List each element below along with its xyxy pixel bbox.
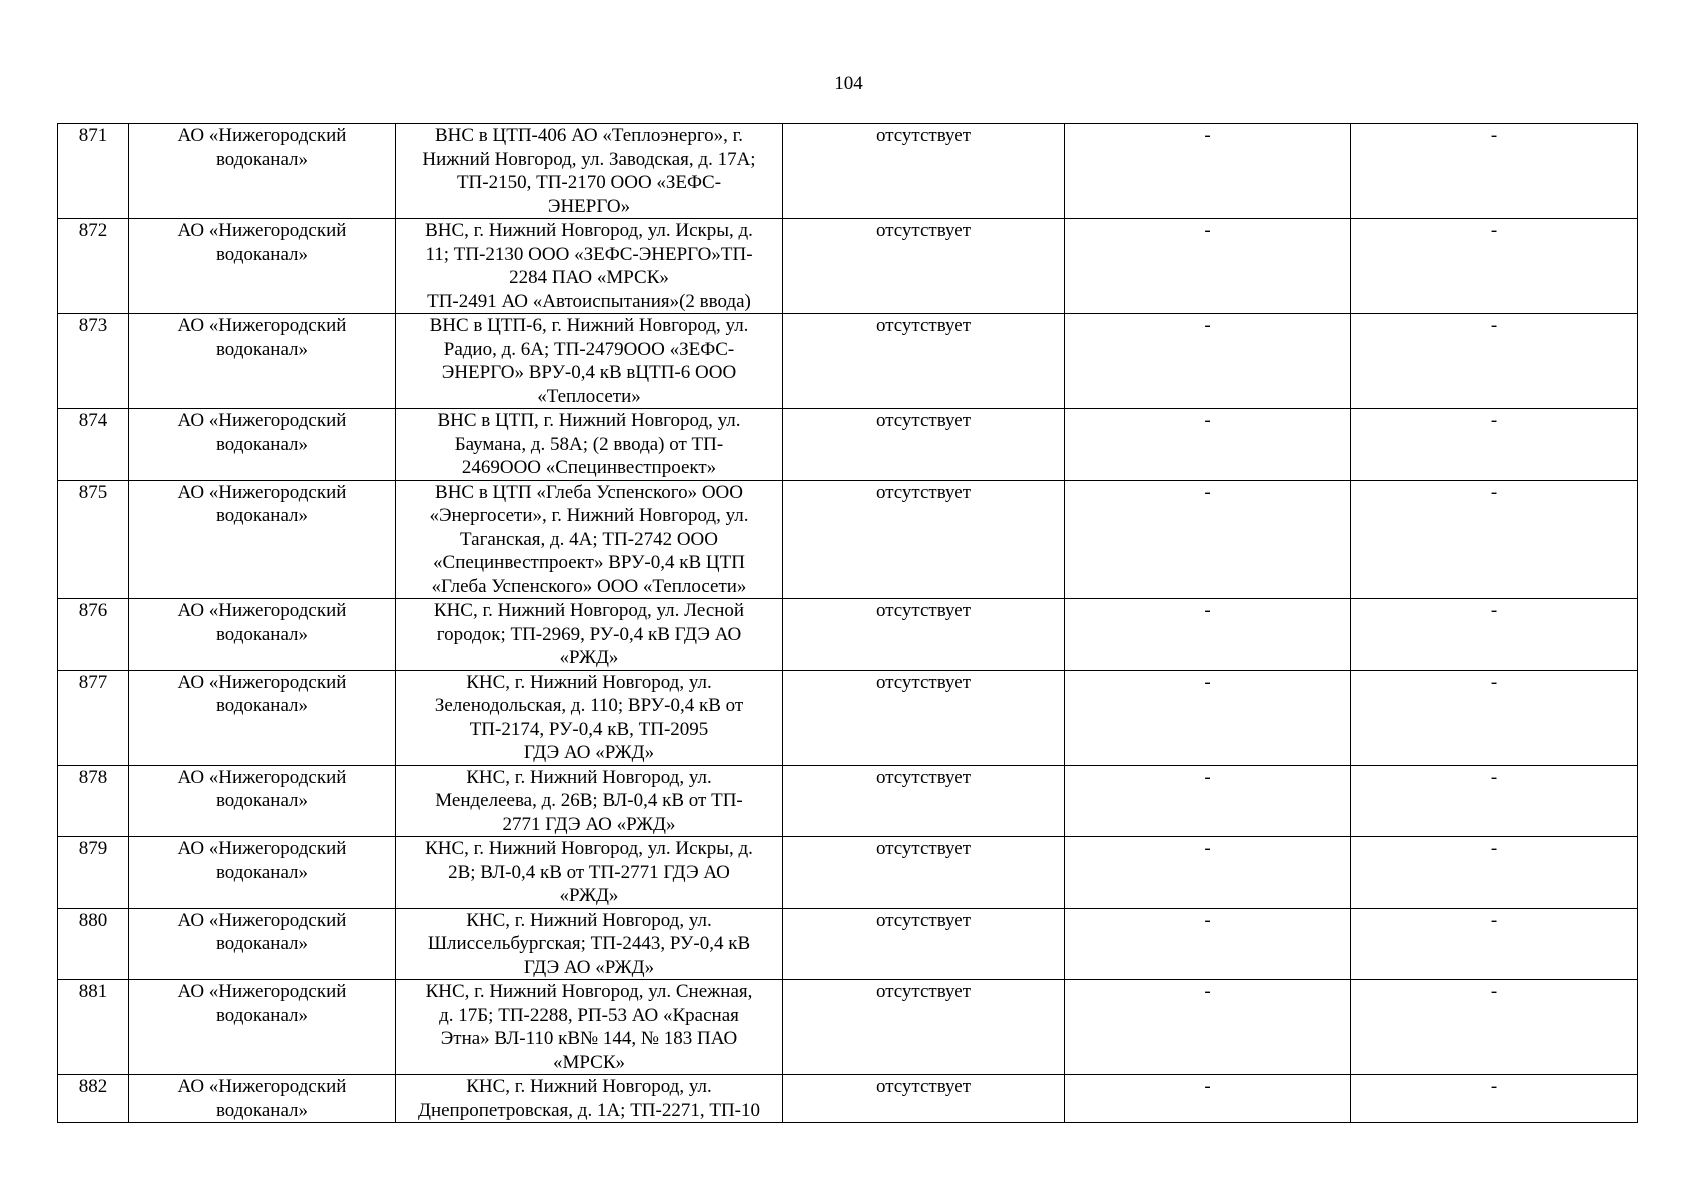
table-body — [58, 124, 1638, 1123]
page-number: 104 — [834, 73, 863, 94]
organization-line: водоканал» — [215, 338, 309, 360]
column-5-cell: - — [1065, 480, 1351, 599]
object-line: КНС, г. Нижний Новгород, ул. — [466, 766, 712, 788]
row-number-cell: 871 — [58, 124, 129, 219]
organization-line: АО «Нижегородский — [177, 481, 347, 503]
table-row — [58, 599, 1638, 671]
object-line: ВНС, г. Нижний Новгород, ул. Искры, д. — [425, 220, 753, 241]
object-cell — [396, 765, 783, 837]
column-6-cell: - — [1351, 124, 1638, 219]
object-cell — [396, 219, 783, 314]
table-row — [58, 124, 1638, 219]
object-cell — [396, 1075, 783, 1123]
object-cell — [396, 409, 783, 481]
status-cell: отсутствует — [783, 765, 1065, 837]
object-line: Зеленодольская, д. 110; ВРУ-0,4 кВ от — [434, 695, 744, 716]
table-row — [58, 837, 1638, 909]
organization-line: АО «Нижегородский — [177, 410, 347, 431]
object-cell — [396, 480, 783, 599]
object-line: КНС, г. Нижний Новгород, ул. — [466, 909, 712, 931]
row-number-cell: 876 — [58, 599, 129, 671]
organization-line: водоканал» — [215, 695, 309, 716]
table-row — [58, 765, 1638, 837]
organization-line: АО «Нижегородский — [177, 838, 347, 859]
row-number-cell: 872 — [58, 219, 129, 314]
object-line: ТП-2174, РУ-0,4 кВ, ТП-2095 — [469, 718, 709, 740]
registry-table — [57, 123, 1638, 1123]
object-line: ГДЭ АО «РЖД» — [523, 742, 655, 763]
object-line: 2771 ГДЭ АО «РЖД» — [502, 813, 676, 835]
object-line: 2284 ПАО «МРСК» — [509, 267, 669, 288]
table-row — [58, 980, 1638, 1075]
table-row — [58, 314, 1638, 409]
status-cell: отсутствует — [783, 314, 1065, 409]
column-5-cell: - — [1065, 219, 1351, 314]
column-5-cell: - — [1065, 837, 1351, 909]
organization-cell — [129, 409, 396, 481]
object-cell — [396, 599, 783, 671]
column-5-cell: - — [1065, 599, 1351, 671]
organization-cell — [129, 599, 396, 671]
row-number-cell: 881 — [58, 980, 129, 1075]
row-number-cell: 878 — [58, 765, 129, 837]
status-cell: отсутствует — [783, 219, 1065, 314]
column-6-cell: - — [1351, 670, 1638, 765]
object-line: КНС, г. Нижний Новгород, ул. Искры, д. — [425, 838, 753, 859]
organization-line: АО «Нижегородский — [177, 981, 347, 1002]
object-line: ГДЭ АО «РЖД» — [523, 956, 655, 978]
object-line: ТП-2491 АО «Автоиспытания»(2 ввода) — [427, 290, 751, 312]
column-6-cell: - — [1351, 480, 1638, 599]
object-line: КНС, г. Нижний Новгород, ул. — [466, 1076, 712, 1097]
row-number-cell: 882 — [58, 1075, 129, 1123]
object-line: ВНС в ЦТП, г. Нижний Новгород, ул. — [437, 410, 741, 431]
object-line: ЭНЕРГО» — [547, 195, 631, 217]
organization-line: водоканал» — [215, 433, 309, 455]
status-cell: отсутствует — [783, 124, 1065, 219]
column-6-cell: - — [1351, 219, 1638, 314]
object-line: Таганская, д. 4А; ТП-2742 ООО — [460, 528, 718, 550]
object-line: «РЖД» — [559, 885, 619, 906]
object-line: КНС, г. Нижний Новгород, ул. Лесной — [433, 600, 745, 621]
organization-line: АО «Нижегородский — [177, 600, 347, 621]
column-6-cell: - — [1351, 837, 1638, 909]
organization-line: АО «Нижегородский — [177, 315, 347, 336]
organization-cell — [129, 908, 396, 980]
organization-cell — [129, 1075, 396, 1123]
table-row — [58, 219, 1638, 314]
row-number-cell: 873 — [58, 314, 129, 409]
object-line: 2469ООО «Специнвестпроект» — [461, 457, 717, 478]
organization-line: водоканал» — [215, 933, 309, 954]
table-row — [58, 480, 1638, 599]
object-line: ТП-2150, ТП-2170 ООО «ЗЕФС- — [456, 172, 722, 193]
organization-line: АО «Нижегородский — [177, 125, 347, 146]
object-line: ВНС в ЦТП-406 АО «Теплоэнерго», г. — [434, 125, 744, 146]
object-line: ВНС в ЦТП-6, г. Нижний Новгород, ул. — [429, 315, 749, 336]
object-cell — [396, 837, 783, 909]
column-5-cell: - — [1065, 409, 1351, 481]
column-5-cell: - — [1065, 1075, 1351, 1123]
organization-line: АО «Нижегородский — [177, 671, 347, 693]
row-number-cell: 880 — [58, 908, 129, 980]
status-cell: отсутствует — [783, 837, 1065, 909]
status-cell: отсутствует — [783, 908, 1065, 980]
object-line: «Теплосети» — [537, 385, 641, 407]
column-6-cell: - — [1351, 1075, 1638, 1123]
object-line: Днепропетровская, д. 1А; ТП-2271, ТП-10 — [418, 1099, 760, 1121]
organization-cell — [129, 765, 396, 837]
object-line: 11; ТП-2130 ООО «ЗЕФС-ЭНЕРГО»ТП- — [425, 243, 753, 265]
object-line: Шлиссельбургская; ТП-2443, РУ-0,4 кВ — [427, 933, 751, 954]
organization-cell — [129, 124, 396, 219]
table-row — [58, 908, 1638, 980]
object-line: «Специнвестпроект» ВРУ-0,4 кВ ЦТП — [433, 552, 745, 573]
column-6-cell: - — [1351, 980, 1638, 1075]
object-line: городок; ТП-2969, РУ-0,4 кВ ГДЭ АО — [436, 623, 742, 645]
object-line: 2В; ВЛ-0,4 кВ от ТП-2771 ГДЭ АО — [448, 861, 730, 883]
table-row — [58, 670, 1638, 765]
organization-cell — [129, 219, 396, 314]
organization-line: АО «Нижегородский — [177, 220, 347, 241]
column-5-cell: - — [1065, 314, 1351, 409]
organization-line: водоканал» — [215, 790, 309, 811]
object-line: «Энергосети», г. Нижний Новгород, ул. — [429, 505, 749, 526]
object-line: «РЖД» — [559, 647, 619, 668]
object-cell — [396, 980, 783, 1075]
organization-line: водоканал» — [215, 243, 309, 265]
status-cell: отсутствует — [783, 1075, 1065, 1123]
organization-cell — [129, 480, 396, 599]
column-5-cell: - — [1065, 670, 1351, 765]
column-5-cell: - — [1065, 124, 1351, 219]
object-line: Этна» ВЛ-110 кВ№ 144, № 183 ПАО — [440, 1028, 738, 1049]
organization-cell — [129, 837, 396, 909]
status-cell: отсутствует — [783, 670, 1065, 765]
object-cell — [396, 124, 783, 219]
column-6-cell: - — [1351, 908, 1638, 980]
column-6-cell: - — [1351, 314, 1638, 409]
column-6-cell: - — [1351, 765, 1638, 837]
object-cell — [396, 314, 783, 409]
row-number-cell: 874 — [58, 409, 129, 481]
organization-line: водоканал» — [215, 505, 309, 526]
organization-cell — [129, 980, 396, 1075]
object-line: Менделеева, д. 26В; ВЛ-0,4 кВ от ТП- — [435, 790, 743, 811]
organization-line: АО «Нижегородский — [177, 1076, 347, 1097]
status-cell: отсутствует — [783, 980, 1065, 1075]
object-line: «Глеба Успенского» ООО «Теплосети» — [431, 575, 747, 597]
organization-line: АО «Нижегородский — [177, 766, 347, 788]
column-5-cell: - — [1065, 980, 1351, 1075]
column-5-cell: - — [1065, 765, 1351, 837]
table-row — [58, 409, 1638, 481]
object-line: КНС, г. Нижний Новгород, ул. Снежная, — [425, 981, 753, 1002]
organization-cell — [129, 670, 396, 765]
organization-line: водоканал» — [215, 623, 309, 645]
status-cell: отсутствует — [783, 599, 1065, 671]
object-line: ВНС в ЦТП «Глеба Успенского» ООО — [435, 481, 743, 503]
organization-line: водоканал» — [215, 1004, 309, 1026]
object-cell — [396, 908, 783, 980]
object-line: Радио, д. 6А; ТП-2479ООО «ЗЕФС- — [443, 338, 735, 360]
row-number-cell: 875 — [58, 480, 129, 599]
row-number-cell: 877 — [58, 670, 129, 765]
column-6-cell: - — [1351, 409, 1638, 481]
table-row — [58, 1075, 1638, 1123]
organization-line: водоканал» — [215, 148, 309, 170]
object-line: ЭНЕРГО» ВРУ-0,4 кВ вЦТП-6 ООО — [441, 362, 737, 383]
organization-line: водоканал» — [215, 861, 309, 883]
object-line: КНС, г. Нижний Новгород, ул. — [466, 671, 712, 693]
column-5-cell: - — [1065, 908, 1351, 980]
organization-line: водоканал» — [215, 1099, 309, 1121]
status-cell: отсутствует — [783, 409, 1065, 481]
column-6-cell: - — [1351, 599, 1638, 671]
object-line: Нижний Новгород, ул. Заводская, д. 17А; — [422, 148, 756, 170]
object-line: д. 17Б; ТП-2288, РП-53 АО «Красная — [439, 1004, 739, 1026]
row-number-cell: 879 — [58, 837, 129, 909]
status-cell: отсутствует — [783, 480, 1065, 599]
object-cell — [396, 670, 783, 765]
organization-cell — [129, 314, 396, 409]
object-line: Баумана, д. 58А; (2 ввода) от ТП- — [454, 433, 724, 455]
organization-line: АО «Нижегородский — [177, 909, 347, 931]
object-line: «МРСК» — [552, 1051, 626, 1073]
